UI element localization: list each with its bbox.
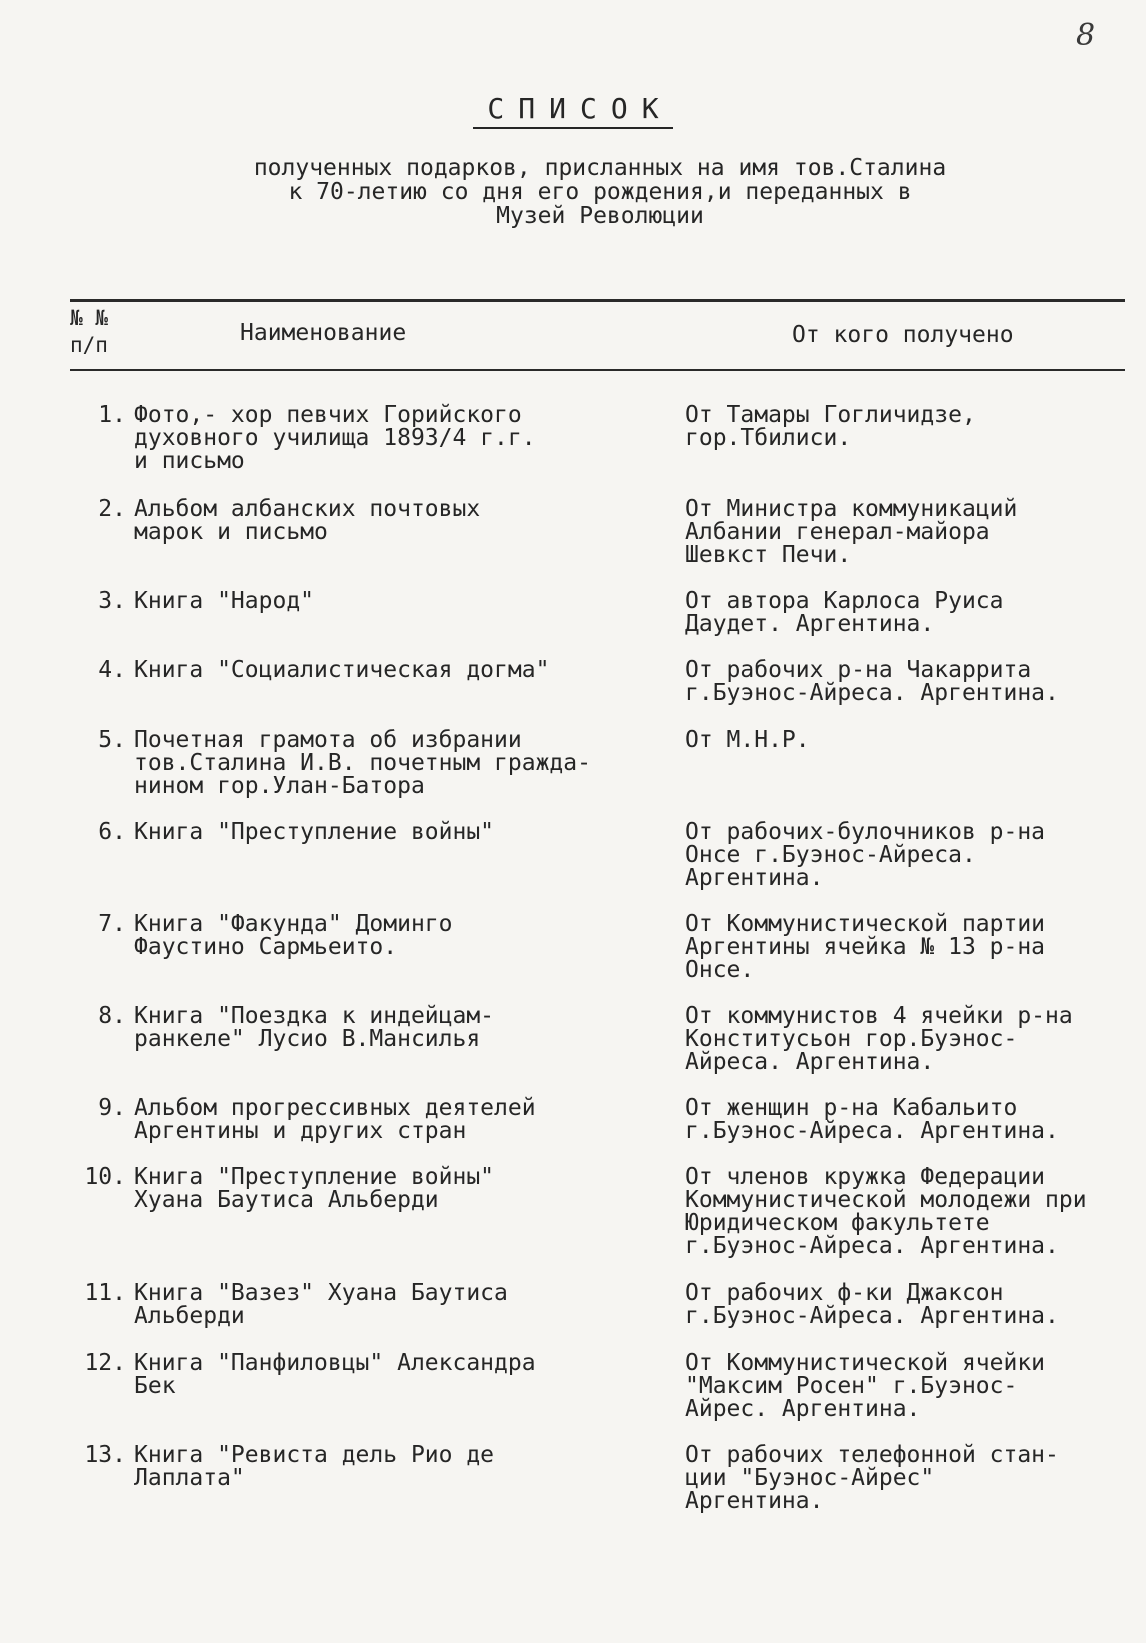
row-number: 1. bbox=[98, 402, 126, 428]
title-text: СПИСОК bbox=[473, 92, 672, 129]
row-number: 2. bbox=[98, 496, 126, 522]
row-sender: От коммунистов 4 ячейки р-на Конститусьон гор.Буэнос- Айреса. Аргентина. bbox=[685, 1003, 1073, 1075]
row-sender: От Коммунистической партии Аргентины ячейка № 13 р-на Онсе. bbox=[685, 911, 1046, 983]
row-item-name: Книга "Преступление войны" bbox=[134, 819, 495, 845]
row-item-name: Книга "Народ" bbox=[134, 588, 315, 614]
row-sender: От М.Н.Р. bbox=[685, 727, 810, 753]
row-sender: От Коммунистической ячейки "Максим Росен" г.Буэнос- Айрес. Аргентина. bbox=[685, 1350, 1046, 1422]
row-number: 4. bbox=[98, 657, 126, 683]
row-sender: От рабочих телефонной стан- ции "Буэнос-Айрес" Аргентина. bbox=[685, 1442, 1059, 1514]
column-header-name: Наименование bbox=[240, 320, 407, 346]
row-sender: От женщин р-на Кабальито г.Буэнос-Айреса. Аргентина. bbox=[685, 1095, 1059, 1144]
row-sender: От рабочих ф-ки Джаксон г.Буэнос-Айреса. Аргентина. bbox=[685, 1280, 1059, 1329]
row-number: 10. bbox=[84, 1164, 126, 1190]
row-sender: От Министра коммуникаций Албании генерал-майора Шевкст Печи. bbox=[685, 496, 1018, 568]
row-item-name: Книга "Ревиста дель Рио де Лаплата" bbox=[134, 1442, 495, 1491]
row-number: 6. bbox=[98, 819, 126, 845]
row-number: 5. bbox=[98, 727, 126, 753]
row-number: 9. bbox=[98, 1095, 126, 1121]
column-header-from: От кого получено bbox=[792, 322, 1014, 348]
document-title bbox=[0, 92, 1146, 125]
document-subtitle: полученных подарков, присланных на имя тов.Сталина к 70-летию со дня его рождения,и переданных в Музей Революции bbox=[253, 155, 947, 229]
row-item-name: Почетная грамота об избрании тов.Сталина И.В. почетным гражда- нином гор.Улан-Батора bbox=[134, 727, 591, 799]
row-number: 12. bbox=[84, 1350, 126, 1376]
row-sender: От автора Карлоса Руиса Даудет. Аргентина. bbox=[685, 588, 1004, 637]
row-number: 7. bbox=[98, 911, 126, 937]
row-number: 8. bbox=[98, 1003, 126, 1029]
page-number: 8 bbox=[1076, 18, 1096, 53]
row-sender: От рабочих-булочников р-на Онсе г.Буэнос-Айреса. Аргентина. bbox=[685, 819, 1046, 891]
row-item-name: Книга "Преступление войны" Хуана Баутиса Альберди bbox=[134, 1164, 495, 1213]
row-item-name: Книга "Поездка к индейцам- ранкеле" Лусио В.Мансилья bbox=[134, 1003, 495, 1052]
table-header-rule bbox=[70, 369, 1125, 371]
row-sender: От рабочих р-на Чакаррита г.Буэнос-Айреса. Аргентина. bbox=[685, 657, 1059, 706]
table-top-rule bbox=[70, 299, 1125, 302]
row-item-name: Книга "Панфиловцы" Александра Бек bbox=[134, 1350, 536, 1399]
column-header-number: № № п/п bbox=[70, 306, 108, 357]
row-item-name: Книга "Социалистическая догма" bbox=[134, 657, 550, 683]
row-number: 3. bbox=[98, 588, 126, 614]
row-item-name: Альбом албанских почтовых марок и письмо bbox=[134, 496, 481, 545]
row-item-name: Книга "Факунда" Доминго Фаустино Сармьеито. bbox=[134, 911, 453, 960]
row-sender: От Тамары Гогличидзе, гор.Тбилиси. bbox=[685, 402, 976, 451]
row-item-name: Книга "Вазез" Хуана Баутиса Альберди bbox=[134, 1280, 508, 1329]
row-number: 11. bbox=[84, 1280, 126, 1306]
row-item-name: Альбом прогрессивных деятелей Аргентины и других стран bbox=[134, 1095, 536, 1144]
row-sender: От членов кружка Федерации Коммунистической молодежи при Юридическом факультете г.Буэнос-Айреса. Аргентина. bbox=[685, 1164, 1087, 1259]
row-item-name: Фото,- хор певчих Горийского духовного училища 1893/4 г.г. и письмо bbox=[134, 402, 536, 474]
row-number: 13. bbox=[84, 1442, 126, 1468]
